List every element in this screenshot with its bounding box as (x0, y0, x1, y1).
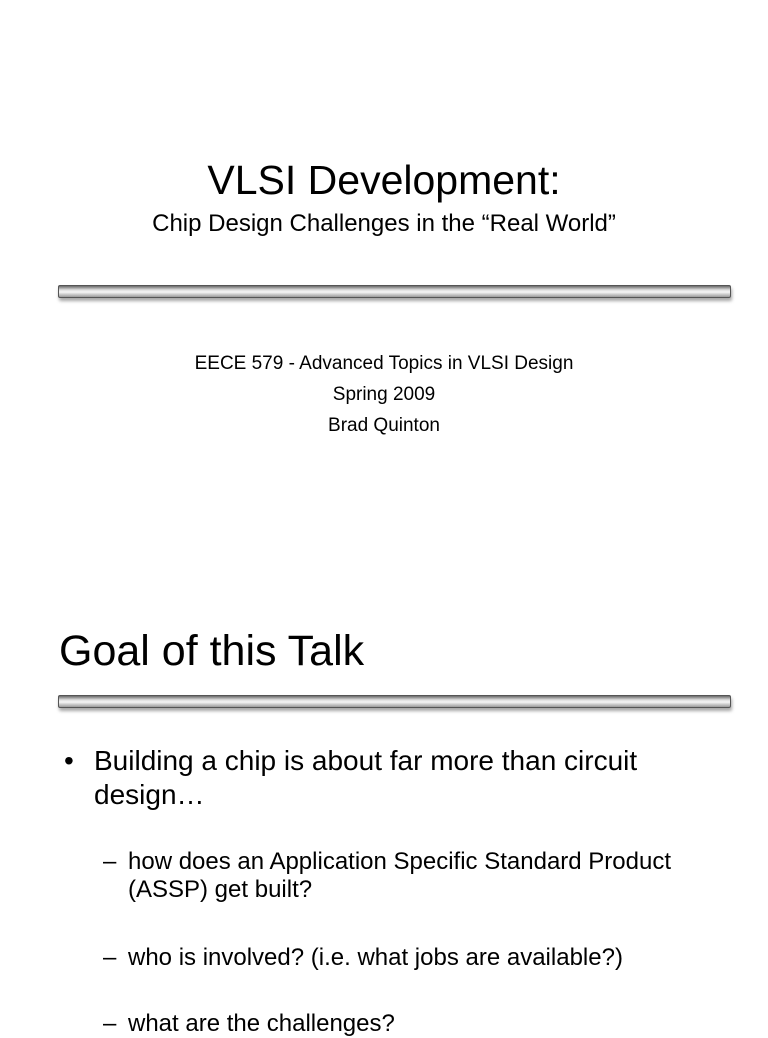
course-name: EECE 579 - Advanced Topics in VLSI Design (194, 353, 574, 374)
slide-title: Goal of this Talk (59, 627, 365, 675)
sub-bullet-text: how does an Application Specific Standard Product (ASSP) get built? (128, 848, 672, 903)
dash-marker: – (103, 944, 117, 971)
course-term: Spring 2009 (332, 384, 436, 405)
slide-title: VLSI Development: (207, 157, 561, 203)
divider-bar (58, 695, 731, 708)
sub-bullet-text: what are the challenges? (128, 1010, 395, 1037)
bullet-item (64, 744, 714, 812)
divider-bar (58, 285, 731, 298)
slide-subtitle: Chip Design Challenges in the “Real World” (152, 210, 616, 237)
sub-bullet-text: who is involved? (i.e. what jobs are available?) (128, 944, 623, 971)
sub-bullet-item (103, 1010, 723, 1038)
sub-bullet-item (103, 944, 723, 972)
dash-marker: – (103, 848, 117, 875)
bullet-marker: • (64, 745, 74, 776)
title-slide (0, 0, 768, 512)
goal-slide (0, 512, 768, 1037)
bullet-text: Building a chip is about far more than circuit design… (94, 745, 638, 810)
course-info (0, 348, 768, 441)
dash-marker: – (103, 1010, 117, 1037)
sub-bullet-item (103, 848, 723, 904)
author-name: Brad Quinton (328, 415, 440, 436)
